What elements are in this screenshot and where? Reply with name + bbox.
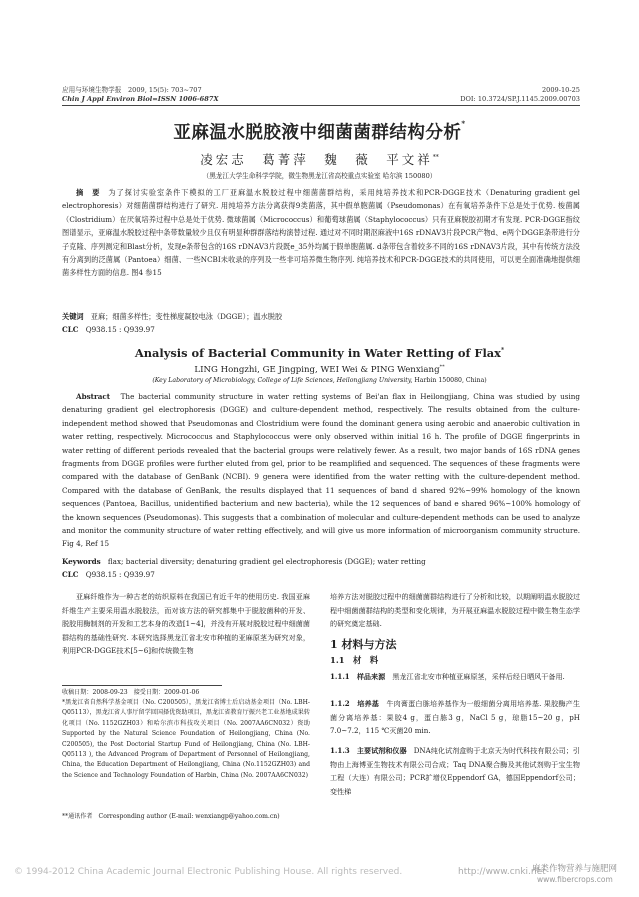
abstract-cn-label: 摘 要: [76, 188, 101, 197]
clc-cn: CLC Q938.15 : Q939.97: [62, 325, 155, 334]
watermark-text: 麻类作物营养与施肥网: [532, 864, 618, 874]
footnote-rule: [62, 685, 222, 686]
abstract-cn: 摘 要 为了探讨实验室条件下模拟的工厂亚麻温水脱胶过程中细菌菌群结构，采用纯培养技术和PCR-DGGE技术（Denaturing gradient gel electrophoresis）对细菌菌群结构进行了研究. 用纯培养方法分离获得9类菌落，其中假单胞菌属（Pseudomonas）在有氧培养条件下总是处于优势. 梭菌属（Clostridium）在厌氧培养过程中总是处于优势. 微球菌属（Micrococcus）和葡萄球菌属（Staphylococcus）只有亚麻脱胶初期才有发现. PCR-DGGE指纹图谱显示，亚麻温水脱胶过程中条带数量较少且仅有明显种群群落结构演替过程. 通过对不同时期沤麻液中16S rDNAV3片段PCR产物d、e两个DGGE条带进行分子克隆、序列测定和Blast分析，发现e条带包含的16S rDNAV3片段既e_35外均属于假单胞菌属. d条带包含着较多不同的16S rDNAV3片段，其中有传统方法没有分离到的泛菌属（Pantoea）细菌、一些NCBI未收录的序列及一些非可培养微生物序列. 纯培养技术和PCR-DGGE技术的共同使用，可以更全面准确地提供细菌多样性方面的信息. 图4 参15: [62, 188, 580, 278]
journal-name-en: Chin J Appl Environ Biol=ISSN 1006-687X: [62, 95, 219, 103]
authors-cn: 凌宏志 葛菁萍 魏 薇 平文祥**: [200, 152, 439, 167]
footnote-received: 收稿日期：2008-09-23 接受日期：2009-01-06: [62, 689, 200, 696]
affiliation-en: (Key Laboratory of Microbiology, College of Life Sciences, Heilongjiang University, Harbin 150080, China): [152, 377, 487, 384]
title-cn: 亚麻温水脱胶液中细菌菌群结构分析*: [173, 119, 466, 143]
abstract-en: Abstract The bacterial community structure in water retting systems of Bei'an flax in Heilongjiang, China was studied by using denaturing gradient gel electrophoresis (DGGE) and culture-dependent method, respectively. The results obtained from the culture-independent method showed that Pseudomonas and Clostridium were found the dominant genera using aerobic and anaerobic cultivation in water retting, respectively. Micrococcus and Staphylococcus were only observed within initial 16 h. The profile of DGGE fingerprints in water retting of different periods revealed that the bacterial groups were relatively fewer. As a result, two major bands of 16S rDNA genes fragments from DGGE profiles were further eluted from gel, prior to be reamplified and sequenced. The sequences of these fragments were compared with the database of GenBank (NCBI). 9 genera were identified from the water retting with the culture-dependent method. Compared with the database of GenBank, the results displayed that 11 sequences of band d shared 92%~99% homology of the known sequences (Pantoea, Bacillus, unidentified bacterium and new bacteria), while the 12 sequences of band e shared 96%~100% homology of the known sequences (Pseudomonas). This suggests that a combination of molecular and culture-dependent methods can be used to analyze and monitor the community structure of water retting effectively, and will give us more information of microorganism community structure. Fig 4, Ref 15: [62, 392, 580, 549]
watermark-url: www.fibercrops.com: [537, 875, 613, 884]
publication-date: 2009-10-25: [541, 86, 580, 94]
keywords-en: Keywords flax; bacterial diversity; denaturing gradient gel electrophoresis (DGGE); water retting: [62, 557, 426, 566]
affiliation-cn: （黑龙江大学生命科学学院，微生物黑龙江省高校重点实验室 哈尔滨 150080）: [202, 172, 437, 180]
subsection-heading: 1.1 材 料: [330, 655, 379, 665]
footnote-funding: *黑龙江省自然科学基金项目（No. C200505），黑龙江省博士后启动基金项目（No. LBH-Q05113），黑龙江省人事厅留学回国择优资助项目，黑龙江省教育厅振兴老工业基地成果转化项目（No. 1152GZH03）和哈尔滨市科技攻关项目（No. 2007AA6CN032）资助 Supported by the Natural Science Foundation of Heilongjiang, China (No. C200505), the Post Doctorial Startup Fund of Heilongjiang, China (No. LBH-Q05113 ), the Advanced Program of Department of Personnel of Heilongjiang, China, the Education Department of Heilongjiang, China (No.1152GZH03) and the Science and Technology Foundation of Harbin, China (No. 2007AA6CN032): [62, 699, 317, 779]
material-item-source: 1.1.1 样品来源 黑龙江省北安市种植亚麻原茎，采样后经日晒风干备用.: [330, 672, 565, 681]
cnki-link[interactable]: http://www.cnki.net: [458, 867, 546, 877]
volume-info: 2009, 15(5): 703~707: [127, 86, 202, 94]
clc-en: CLC Q938.15 : Q939.97: [62, 570, 155, 579]
authors-en: LING Hongzhi, GE Jingping, WEI Wei & PING Wenxiang**: [194, 364, 445, 375]
material-item-medium: 1.1.2 培养基 牛肉膏蛋白胨培养基作为一般细菌分离用培养基. 果胶酶产生菌分离培养基：果胶4 g，蛋白胨3 g，NaCl 5 g，琼脂15~20 g，pH 7.0~7.2，115 ℃灭菌20 min.: [330, 699, 581, 735]
abstract-en-label: Abstract: [76, 392, 111, 401]
header-rule: [62, 105, 580, 106]
keywords-cn: 关键词 亚麻；细菌多样性；变性梯度凝胶电泳（DGGE）；温水脱胶: [62, 312, 283, 321]
copyright-footer: © 1994-2012 China Academic Journal Electronic Publishing House. All rights reserved.: [14, 867, 403, 877]
journal-name-cn: 应用与环境生物学报 2009, 15(5): 703~707: [62, 86, 202, 94]
intro-paragraph: 亚麻纤维作为一种古老的纺织原料在我国已有近千年的使用历史. 我国亚麻纤维生产主要采用温水脱胶法，而对该方法的研究都集中于脱胶菌种的开发、脱胶用酶制剂的开发和工艺本身的改造[1~4]，并没有开展对脱胶过程中细菌菌群结构的基础性研究. 本研究选择黑龙江省北安市种植的亚麻原茎为研究对象，利用PCR-DGGE技术[5~6]和传统微生物: [62, 592, 310, 655]
section-heading: 1 材料与方法: [330, 638, 397, 651]
footnote-corresponding: **通讯作者 Corresponding author (E-mail: wenxiangp@yahoo.com.cn): [62, 813, 280, 820]
right-col-intro: 培养方法对脱胶过程中的细菌菌群结构进行了分析和比较，以期阐明温水脱胶过程中细菌菌群结构的类型和变化规律，为开展亚麻温水脱胶过程中微生物生态学的研究奠定基础.: [330, 592, 580, 628]
material-item-reagents: 1.1.3 主要试剂和仪器 DNA纯化试剂盒购于北京天为时代科技有限公司；引物由上海博亚生物技术有限公司合成；Taq DNA聚合酶及其他试剂购于宝生物工程（大连）有限公司；PCR扩增仪Eppendorf GA，德国Eppendorf公司；变性梯: [330, 746, 580, 796]
doi: DOI: 10.3724/SP.J.1145.2009.00703: [460, 95, 580, 103]
title-en: Analysis of Bacterial Community in Water Retting of Flax*: [134, 346, 505, 360]
